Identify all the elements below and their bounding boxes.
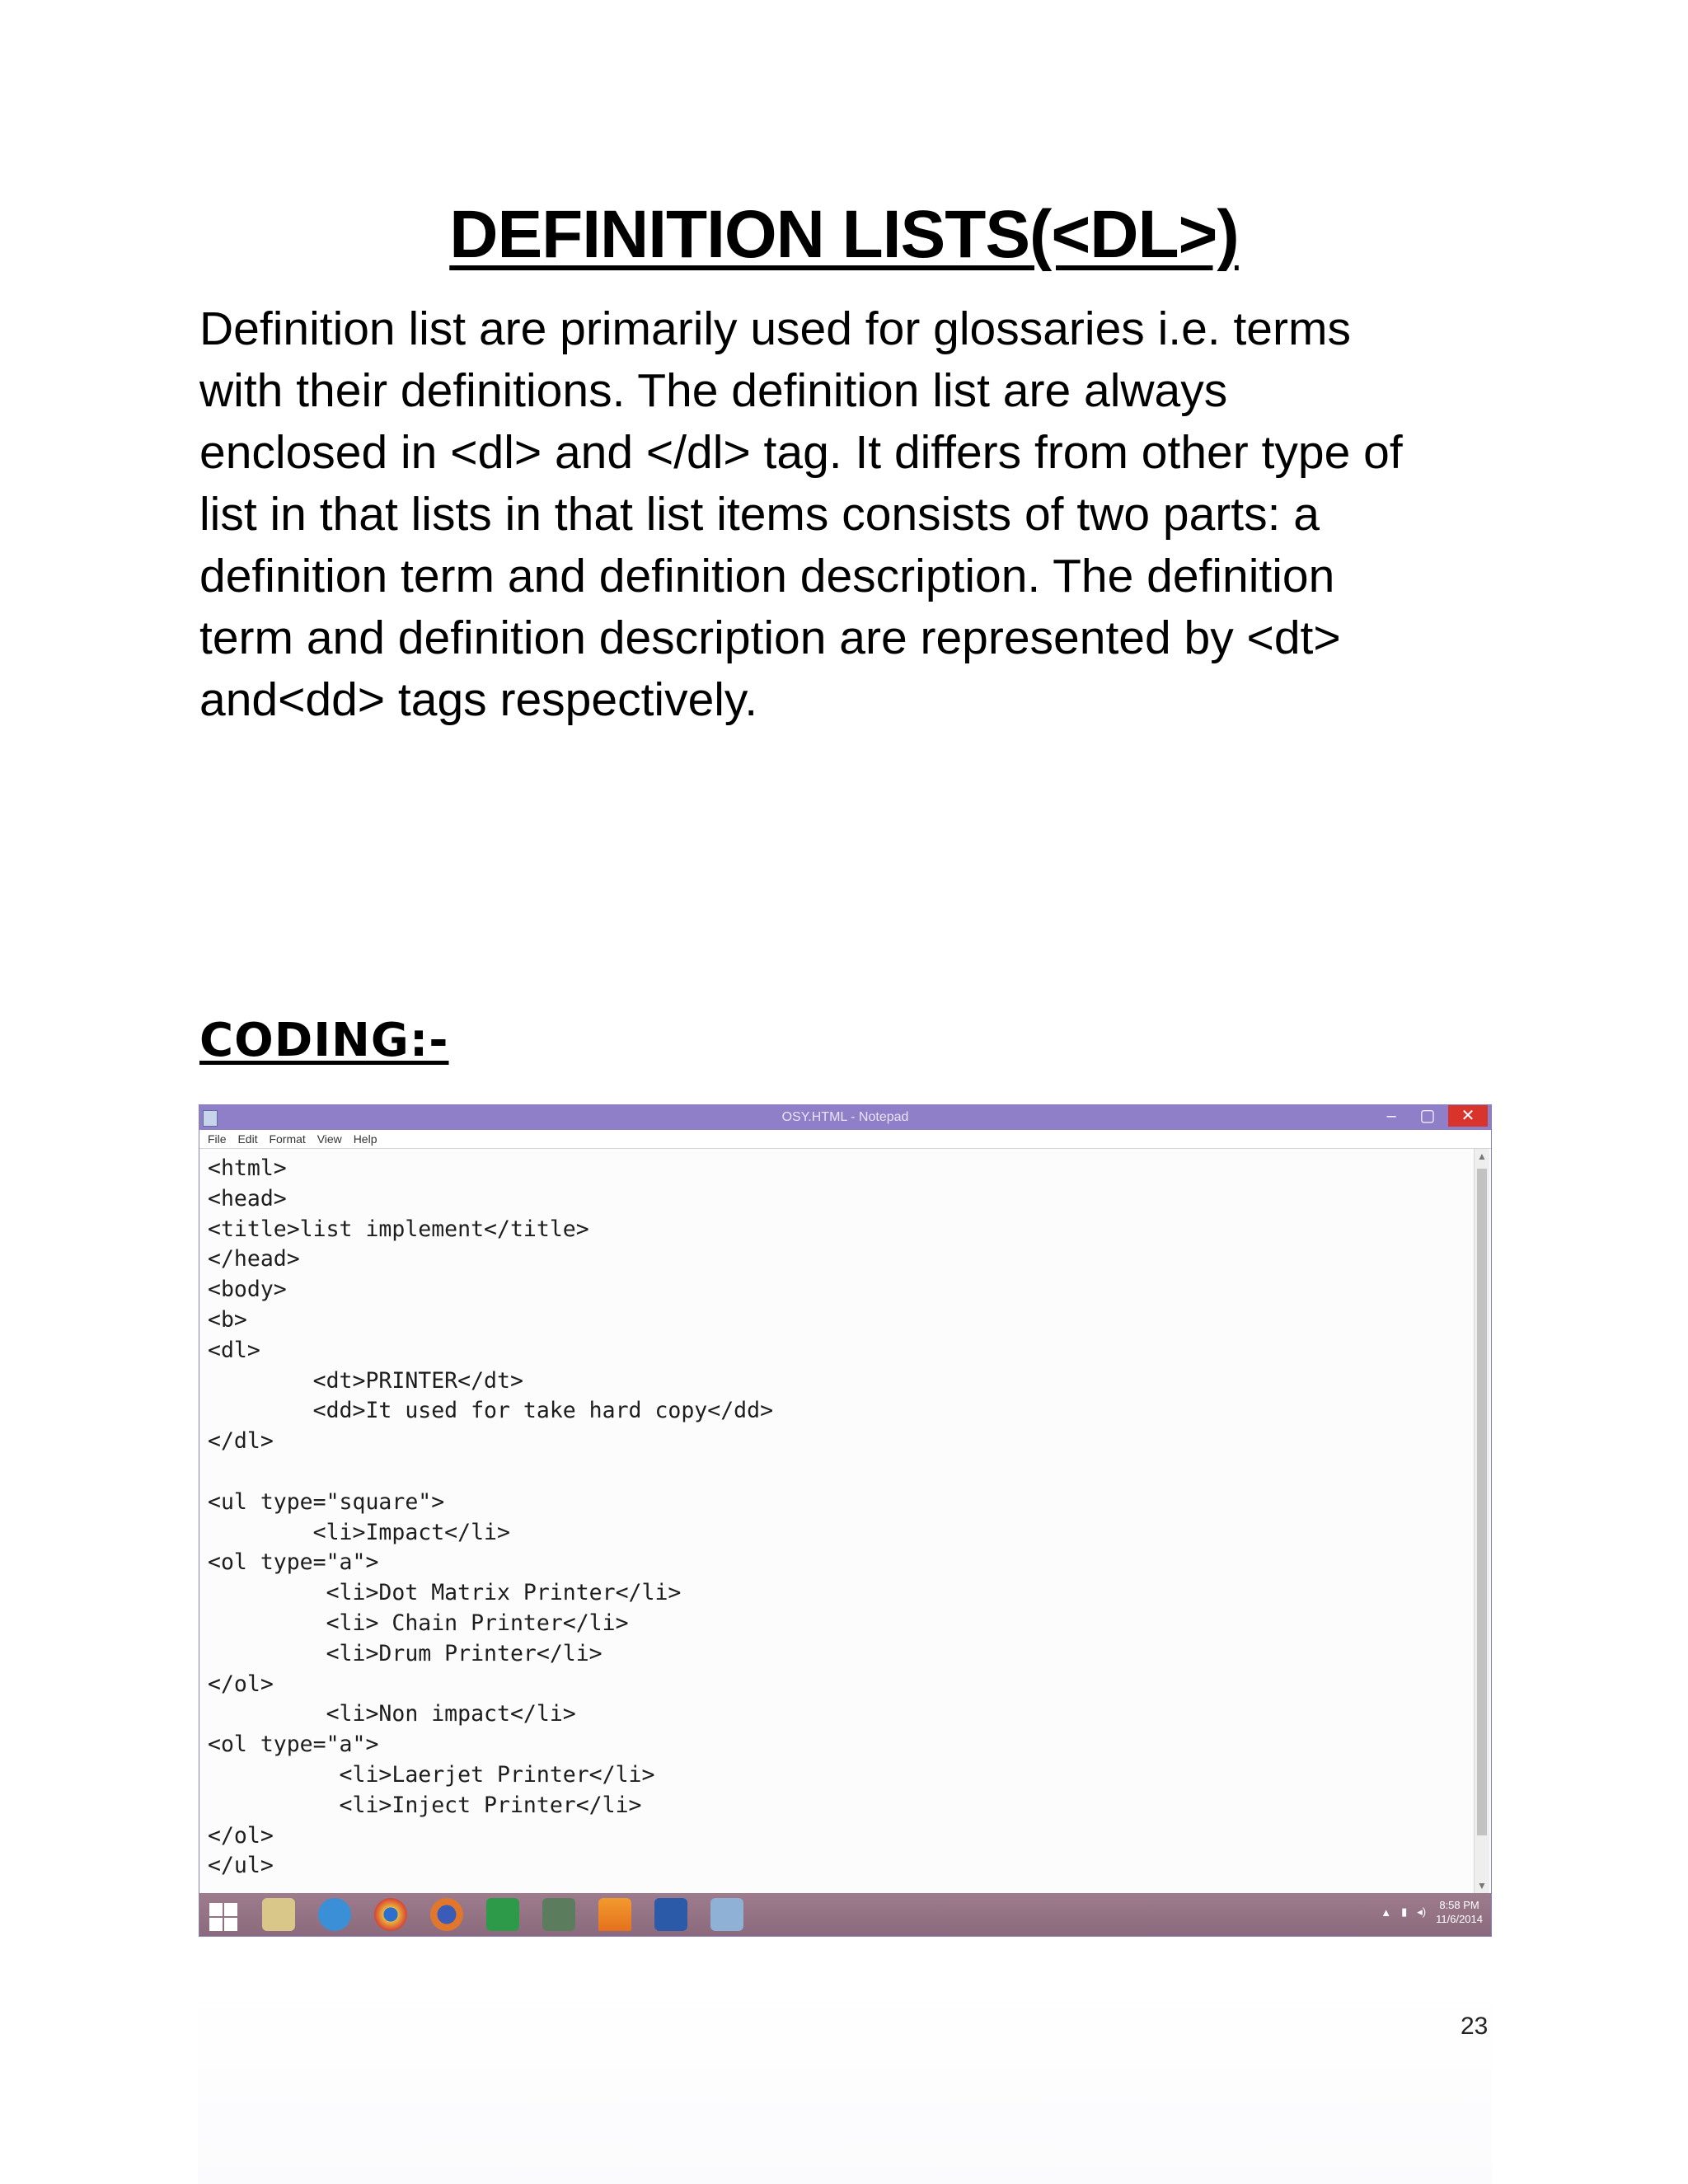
notepad-screenshot <box>199 1104 1492 1937</box>
paragraph-line: Definition list are primarily used for glossaries i.e. terms <box>199 302 1351 355</box>
window-titlebar <box>199 1105 1491 1130</box>
internet-explorer-icon[interactable] <box>318 1898 351 1931</box>
paragraph-line: list in that lists in that list items consists of two parts: a <box>199 488 1320 541</box>
scroll-up-icon[interactable]: ▲ <box>1477 1151 1487 1162</box>
firefox-icon[interactable] <box>430 1898 463 1931</box>
windows-start-icon[interactable] <box>206 1898 239 1931</box>
show-hidden-icons-icon[interactable]: ▲ <box>1381 1905 1392 1919</box>
word-icon[interactable] <box>654 1898 687 1931</box>
system-tray <box>1381 1898 1483 1926</box>
menu-bar <box>199 1130 1491 1149</box>
network-icon[interactable]: ▮ <box>1401 1905 1408 1918</box>
vlc-icon[interactable] <box>598 1898 631 1931</box>
minimize-icon[interactable]: – <box>1386 1107 1396 1125</box>
notepad-icon[interactable] <box>710 1898 743 1931</box>
paragraph-line: definition term and definition description. The definition <box>199 550 1335 602</box>
menu-file[interactable]: File <box>208 1132 227 1146</box>
intro-paragraph <box>199 298 1493 731</box>
scrollbar-thumb[interactable] <box>1477 1169 1487 1835</box>
clock[interactable] <box>1436 1898 1483 1926</box>
page-title: DEFINITION LISTS(<DL>) <box>449 197 1239 272</box>
scroll-down-icon[interactable]: ▼ <box>1477 1880 1487 1891</box>
page-number: 23 <box>1461 2013 1489 2040</box>
vertical-scrollbar[interactable] <box>1474 1149 1489 1893</box>
close-icon[interactable]: ✕ <box>1448 1105 1488 1127</box>
paragraph-line: enclosed in <dl> and </dl> tag. It differs from other type of <box>199 426 1403 479</box>
file-explorer-icon[interactable] <box>262 1898 295 1931</box>
coding-heading: CODING:- <box>199 1014 449 1067</box>
menu-help[interactable]: Help <box>353 1132 377 1146</box>
clock-time: 8:58 PM <box>1439 1899 1479 1911</box>
volume-icon[interactable]: ◂) <box>1417 1905 1427 1918</box>
menu-edit[interactable]: Edit <box>237 1132 258 1146</box>
taskbar <box>199 1893 1491 1936</box>
text-editor[interactable] <box>201 1149 1475 1893</box>
maximize-icon[interactable]: ▢ <box>1419 1107 1436 1125</box>
window-title: OSY.HTML - Notepad <box>781 1110 909 1124</box>
paragraph-line: term and definition description are represented by <dt> <box>199 612 1341 664</box>
code-text: <html> <head> <title>list implement</title> </head> <body> <b> <dl> <dt>PRINTER</dt> <dd>It used for take hard copy</dd> </dl> <ul type="square"> <li>Impact</li> <ol type="a"> <li>Dot Matrix Printer</li> <li> Chain Printer</li> <li>Drum Printer</li> </ol> <li>Non impact</li> <ol type="a"> <li>Laerjet Printer</li> <li>Inject Printer</li> </ol> </ul> <box>208 1155 774 1879</box>
store-icon[interactable] <box>486 1898 519 1931</box>
chrome-icon[interactable] <box>374 1898 407 1931</box>
footer-background <box>198 1986 1492 2184</box>
paragraph-line: with their definitions. The definition list are always <box>199 364 1228 417</box>
calculator-icon[interactable] <box>542 1898 575 1931</box>
menu-view[interactable]: View <box>316 1132 342 1146</box>
clock-date: 11/6/2014 <box>1436 1913 1483 1925</box>
menu-format[interactable]: Format <box>269 1132 306 1146</box>
paragraph-line: and<dd> tags respectively. <box>199 673 758 726</box>
